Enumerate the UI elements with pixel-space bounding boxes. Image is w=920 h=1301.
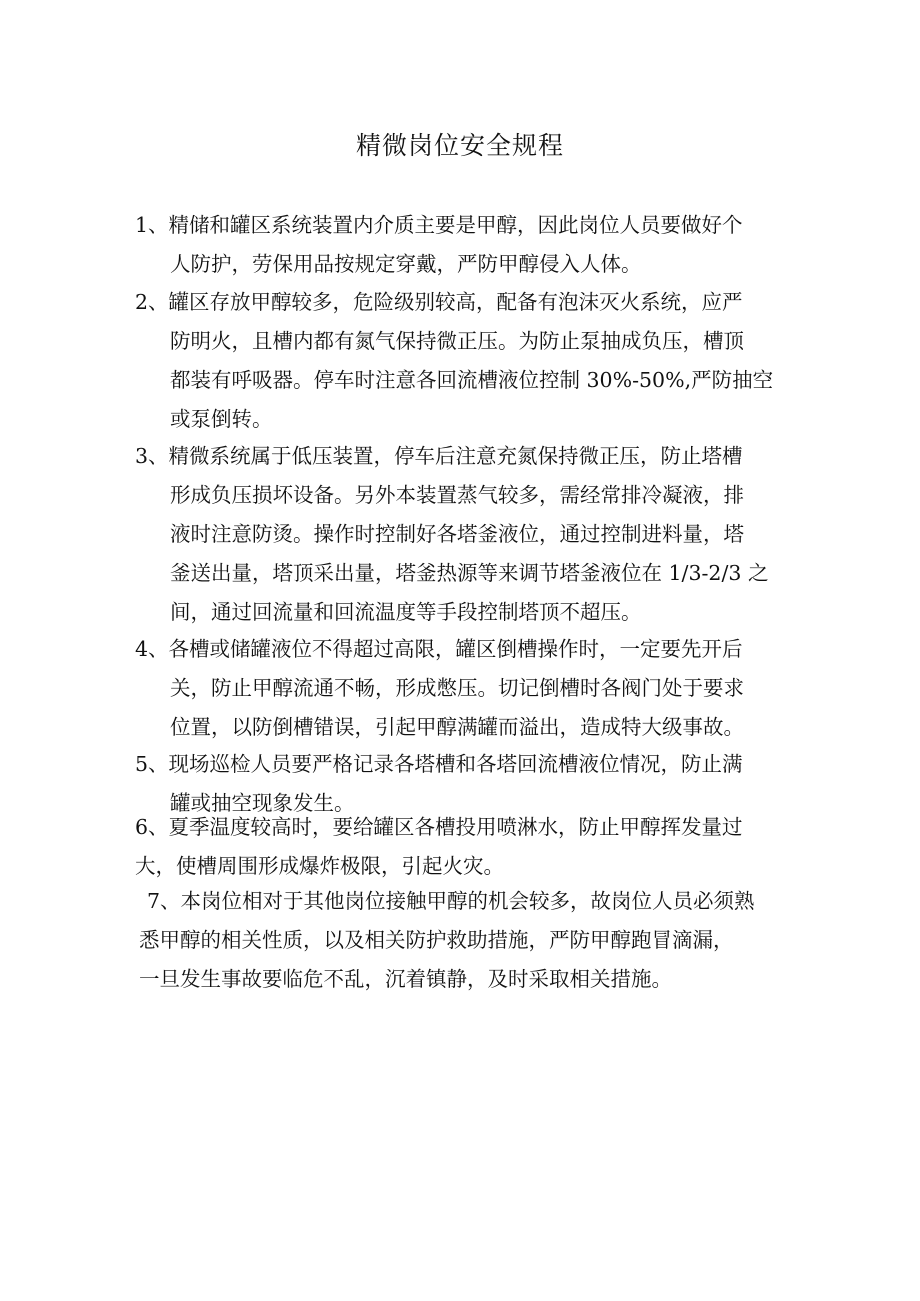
page-title: 精微岗位安全规程: [355, 131, 564, 160]
rule-item-2: [135, 283, 785, 439]
rule-item-7: [135, 882, 785, 999]
rule-line: 间，通过回流量和回流温度等手段控制塔顶不超压。: [170, 600, 642, 624]
rule-line: 液时注意防烫。操作时控制好各塔釜液位，通过控制进料量，塔: [170, 522, 744, 546]
rule-line: 人防护，劳保用品按规定穿戴，严防甲醇侵入人体。: [170, 252, 642, 276]
rule-item-1: [135, 206, 785, 284]
rule-line: 或泵倒转。: [170, 407, 273, 431]
rule-line: 3、精微系统属于低压装置，停车后注意充氮保持微正压，防止塔槽: [135, 444, 743, 468]
rule-line: 关，防止甲醇流通不畅，形成憋压。切记倒槽时各阀门处于要求: [170, 676, 744, 700]
rule-line: 位置，以防倒槽错误，引起甲醇满罐而溢出，造成特大级事故。: [170, 715, 744, 739]
rule-line: 罐或抽空现象发生。: [170, 791, 355, 815]
rule-line: 7、本岗位相对于其他岗位接触甲醇的机会较多，故岗位人员必须熟: [147, 889, 755, 913]
rule-line: 1、精储和罐区系统装置内介质主要是甲醇，因此岗位人员要做好个: [135, 213, 743, 237]
rule-item-6: [135, 808, 785, 886]
rule-item-3: [135, 437, 785, 632]
rule-line: 5、现场巡检人员要严格记录各塔槽和各塔回流槽液位情况，防止满: [135, 752, 743, 776]
rule-line: 4、各槽或储罐液位不得超过高限，罐区倒槽操作时，一定要先开后: [135, 637, 743, 661]
rule-line: 形成负压损坏设备。另外本装置蒸气较多，需经常排冷凝液，排: [170, 483, 744, 507]
rule-line: 6、夏季温度较高时，要给罐区各槽投用喷淋水，防止甲醇挥发量过: [135, 815, 743, 839]
rule-line: 一旦发生事故要临危不乱，沉着镇静，及时采取相关措施。: [139, 967, 672, 991]
rule-item-4: [135, 630, 785, 747]
rule-line: 釜送出量，塔顶采出量，塔釜热源等来调节塔釜液位在 1/3-2/3 之: [170, 561, 769, 585]
rule-line: 大，使槽周围形成爆炸极限，引起火灾。: [135, 854, 504, 878]
rule-line: 都装有呼吸器。停车时注意各回流槽液位控制 30%-50%,严防抽空: [170, 368, 774, 392]
rule-line: 2、罐区存放甲醇较多，危险级别较高，配备有泡沫灭火系统，应严: [135, 290, 743, 314]
rule-line: 悉甲醇的相关性质，以及相关防护救助措施，严防甲醇跑冒滴漏，: [139, 928, 734, 952]
rule-line: 防明火，且槽内都有氮气保持微正压。为防止泵抽成负压，槽顶: [170, 329, 744, 353]
